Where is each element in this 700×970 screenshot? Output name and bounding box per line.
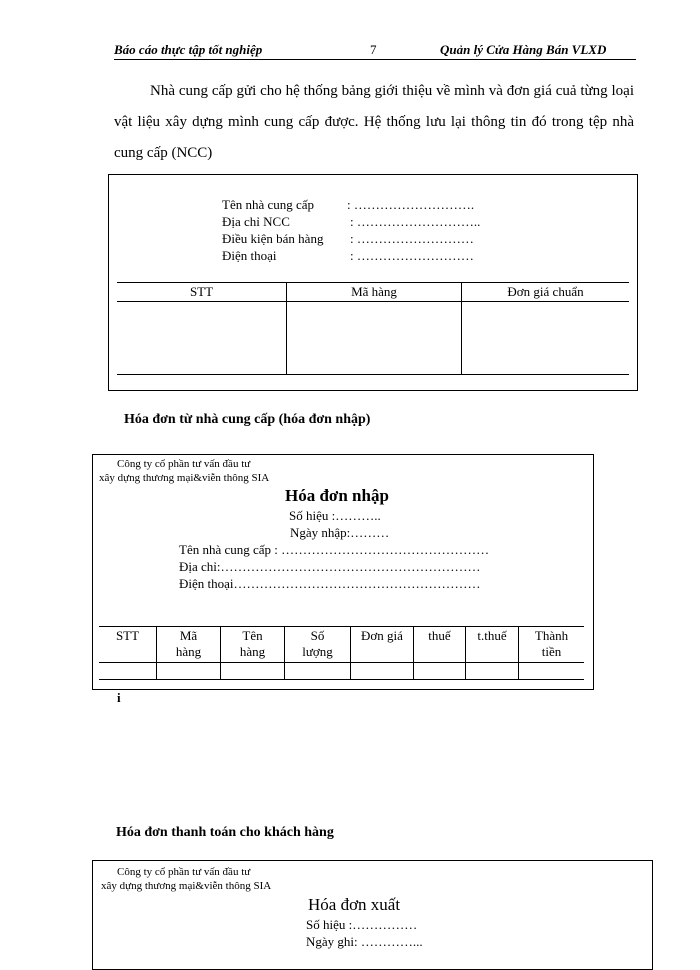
supplier-field-value-3: : ……………………… <box>350 231 474 246</box>
purchase-invoice-title: Hóa đơn nhập <box>285 486 389 505</box>
supplier-field-label-3: Điều kiện bán hàng <box>222 231 324 246</box>
purchase-table-top-rule <box>99 626 584 627</box>
purchase-col-don-gia-text: Đơn giá <box>361 628 403 643</box>
purchase-col-stt-text: STT <box>115 628 140 643</box>
supplier-col-ma-hang: Mã hàng <box>351 284 397 299</box>
purchase-col-don-gia <box>351 628 413 644</box>
purchase-col-t-thue <box>466 628 518 644</box>
purchase-col-ten-hang-line1: Tên <box>242 628 263 643</box>
sales-invoice-title: Hóa đơn xuất <box>308 895 401 914</box>
purchase-address-line: Địa chỉ:…………………………………………………… <box>179 559 481 574</box>
purchase-col-so-luong-line2: lượng <box>302 644 333 659</box>
supplier-field-value-4: : ……………………… <box>350 248 474 263</box>
purchase-date-line: Ngày nhập:……… <box>290 525 390 540</box>
purchase-number-line: Số hiệu :……….. <box>289 508 381 523</box>
purchase-col-t-thue-text: t.thuế <box>477 628 507 643</box>
purchase-company-line2: xây dựng thương mại&viễn thông SIA <box>99 472 270 484</box>
supplier-table-bottom-rule <box>117 374 629 375</box>
purchase-phone-line: Điện thoại………………………………………………… <box>179 576 481 591</box>
purchase-col-thue <box>414 628 465 644</box>
purchase-col-thanh-tien-line1: Thành <box>534 628 569 643</box>
supplier-table-header-rule <box>117 301 629 302</box>
header-left: Báo cáo thực tập tốt nghiệp <box>114 42 263 57</box>
purchase-table-header-rule <box>99 662 584 663</box>
sales-number-line: Số hiệu :…………… <box>306 917 418 932</box>
intro-text: Nhà cung cấp gửi cho hệ thống bảng giới thiệu về mình và đơn giá cuả từng loại vật liệu xây dựng mình cung cấp được. Hệ thống lưu lại thông tin đó trong tệp nhà cung cấp (NCC) <box>114 83 634 161</box>
supplier-col-don-gia: Đơn giá chuẩn <box>507 284 584 299</box>
purchase-col-ma-hang <box>157 628 220 660</box>
supplier-field-value-2: : ……………………….. <box>350 214 481 229</box>
intro-paragraph <box>114 76 634 169</box>
purchase-col-so-luong <box>285 628 350 660</box>
purchase-col-ten-hang <box>221 628 284 660</box>
purchase-company-line1: Công ty cổ phần tư vấn đầu tư <box>117 458 251 470</box>
purchase-col-thanh-tien-line2: tiền <box>541 644 562 659</box>
purchase-table-bottom-rule <box>99 679 584 680</box>
purchase-col-stt <box>99 628 156 644</box>
supplier-table-top-rule <box>117 282 629 283</box>
header-right: Quản lý Cửa Hàng Bán VLXD <box>440 42 607 57</box>
supplier-col-stt: STT <box>189 284 214 299</box>
supplier-field-label-4: Điện thoại <box>222 248 277 263</box>
purchase-col-thue-text: thuế <box>428 628 451 643</box>
purchase-col-ma-hang-line2: hàng <box>175 644 202 659</box>
purchase-col-thanh-tien <box>519 628 584 660</box>
page-number: 7 <box>370 42 377 57</box>
purchase-col-ten-hang-line2: hàng <box>239 644 266 659</box>
sales-date-line: Ngày ghi: …………... <box>306 934 423 949</box>
supplier-field-value-1: : ………………………. <box>347 197 475 212</box>
sales-invoice-section-title: Hóa đơn thanh toán cho khách hàng <box>116 825 334 840</box>
stray-mark: i <box>117 690 121 705</box>
purchase-supplier-line: Tên nhà cung cấp : ………………………………………… <box>179 542 490 557</box>
purchase-col-so-luong-line1: Số <box>310 628 325 643</box>
header-rule <box>114 59 636 60</box>
sales-company-line1: Công ty cổ phần tư vấn đầu tư <box>117 866 251 878</box>
supplier-field-label-1: Tên nhà cung cấp <box>222 197 315 212</box>
purchase-invoice-section-title: Hóa đơn từ nhà cung cấp (hóa đơn nhập) <box>124 412 371 427</box>
purchase-col-ma-hang-line1: Mã <box>179 628 198 643</box>
supplier-field-label-2: Địa chỉ NCC <box>222 214 290 229</box>
sales-company-line2: xây dựng thương mại&viễn thông SIA <box>101 880 272 892</box>
